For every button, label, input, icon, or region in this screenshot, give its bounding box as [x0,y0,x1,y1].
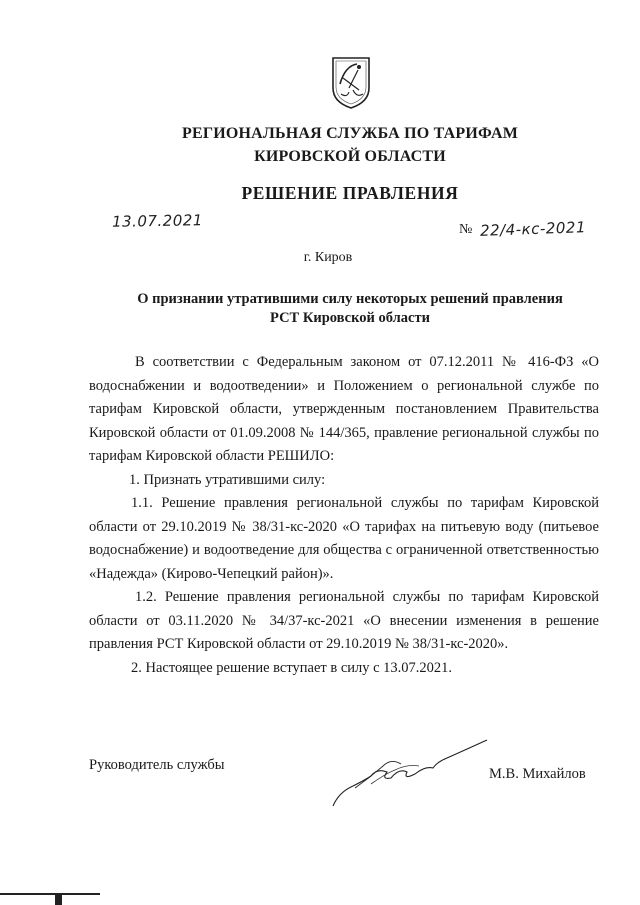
org-name-line2: КИРОВСКОЙ ОБЛАСТИ [254,148,446,165]
body-paragraph-2: 1. Признать утратившими силу: [129,471,326,488]
signatory-name: М.В. Михайлов [489,766,586,782]
signatory-position: Руководитель службы [89,757,225,773]
handwritten-number: 22/4-кс-2021 [479,218,587,240]
scan-mark [55,895,62,905]
subject-line1: О признании утратившими силу некоторых решений правления [137,291,563,307]
org-name-line1: РЕГИОНАЛЬНАЯ СЛУЖБА ПО ТАРИФАМ [181,125,519,142]
document-body [89,351,599,680]
scan-edge-line [0,893,100,895]
handwritten-signature-icon [325,728,495,818]
body-paragraph-5: 2. Настоящее решение вступает в силу с 13.07.2021. [131,659,453,676]
number-sign: № [459,222,473,237]
handwritten-date: 13.07.2021 [111,211,204,231]
body-paragraph-3: 1.1. Решение правления региональной службы по тарифам Кировской области от 29.10.2019 № 38/31-кс-2020 «О тарифах на питьевую воду (питьевое водоснабжение) и водоотведение для общества с ограниченной ответственностью «Надежда» (Кирово-Чепецкий район)». [89,495,599,582]
body-paragraph-1: В соответствии с Федеральным законом от 07.12.2011 № 416-ФЗ «О водоснабжении и водоотведении» и Положением о региональной службе по тарифам Кировской области, утвержденным постановлением Правительства Кировской области от 01.09.2008 № 144/365, правление региональной службы по тарифам Кировской области РЕШИЛО: [89,354,599,464]
document-subject [120,290,580,328]
city: г. Киров [303,250,353,265]
body-paragraph-4: 1.2. Решение правления региональной службы по тарифам Кировской области от 03.11.2020 № 34/37-кс-2021 «О внесении изменения в решение правления РСТ Кировской области от 29.10.2019 № 38/31-кс-2020». [89,589,599,652]
document-title: РЕШЕНИЕ ПРАВЛЕНИЯ [241,183,459,203]
subject-line2: РСТ Кировской области [270,310,430,326]
coat-of-arms-icon [329,54,373,110]
